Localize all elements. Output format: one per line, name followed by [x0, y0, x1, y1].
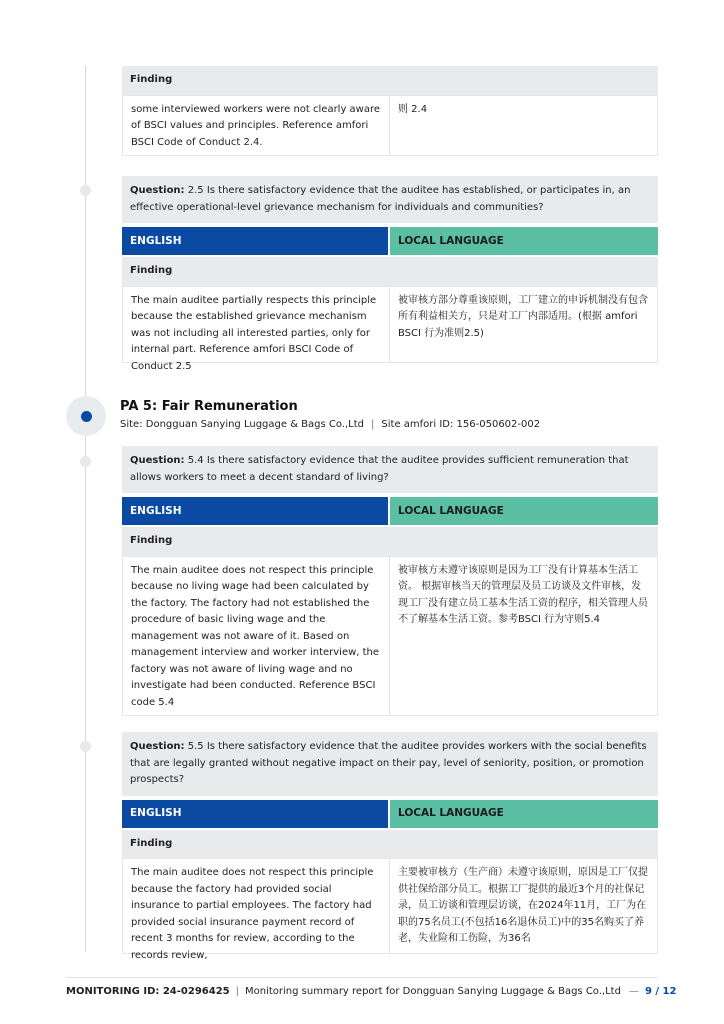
finding-row: [122, 858, 658, 961]
report-title: Monitoring summary report for Dongguan Sanying Luggage & Bags Co.,Ltd: [245, 986, 621, 997]
question-label: Question:: [130, 455, 185, 466]
question-block-2-5: [122, 176, 658, 372]
section-marker-icon: [66, 396, 106, 436]
finding-row: [122, 556, 658, 716]
finding-local-text: 被审核方部分尊重该原则，工厂建立的申诉机制没有包含所有利益相关方，只是对工厂内部适用。(根据 amfori BSCI 行为准则2.5): [390, 286, 658, 363]
finding-english-text: The main auditee does not respect this principle because the factory had provided social insurance to partial employees. The factory had provided social insurance payment record of recent 3 months for review, according to the records review,: [122, 858, 390, 954]
question-label: Question:: [130, 741, 185, 752]
english-column-header: ENGLISH: [122, 227, 388, 255]
local-language-column-header: LOCAL LANGUAGE: [390, 227, 658, 255]
question-text: [122, 176, 658, 223]
local-language-column-header: LOCAL LANGUAGE: [390, 800, 658, 828]
language-header-row: [122, 227, 658, 255]
finding-english-text: The main auditee partially respects this principle because the established grievance mechanism was not including all interested parties, only for internal part. Reference amfori BSCI Code of Conduct 2.5: [122, 286, 390, 363]
question-text: [122, 446, 658, 493]
finding-header: Finding: [122, 257, 658, 286]
page-number: 9 / 12: [644, 986, 677, 997]
local-language-column-header: LOCAL LANGUAGE: [390, 497, 658, 525]
question-label: Question:: [130, 185, 185, 196]
footer-dash: —: [628, 986, 639, 997]
section-title: PA 5: Fair Remuneration: [120, 399, 298, 414]
timeline-dot: [80, 185, 91, 196]
footer-divider: [66, 977, 658, 978]
language-header-row: [122, 800, 658, 828]
finding-block-2-4: [122, 66, 658, 156]
finding-header: Finding: [122, 527, 658, 556]
language-header-row: [122, 497, 658, 525]
timeline-dot: [80, 456, 91, 467]
site-separator: |: [371, 419, 375, 430]
finding-local-text: 被审核方未遵守该原则是因为工厂没有计算基本生活工资。 根据审核当天的管理层及员工访谈及文件审核，发现工厂没有建立员工基本生活工资的程序，相关管理人员不了解基本生活工资。参考BSCI 行为守则5.4: [390, 556, 658, 716]
question-body: 5.5 Is there satisfactory evidence that the auditee provides workers with the social benefits that are legally granted without negative impact on their pay, level of seniority, position, or promotion prospects?: [130, 741, 647, 785]
finding-header: Finding: [122, 830, 658, 859]
page-footer: [66, 986, 676, 997]
question-block-5-5: [122, 732, 658, 961]
finding-row: [122, 95, 658, 156]
question-body: 2.5 Is there satisfactory evidence that the auditee has established, or participates in, an effective operational-level grievance mechanism for individuals and communities?: [130, 185, 631, 213]
site-name: Site: Dongguan Sanying Luggage & Bags Co.,Ltd: [120, 419, 365, 430]
finding-local-text: 主要被审核方（生产商）未遵守该原则，原因是工厂仅提供社保给部分员工。根据工厂提供的最近3个月的社保记录，员工访谈和管理层访谈，在2024年11月，工厂为在职的75名员工(不包括16名退休员工)中的35名购买了养老，失业险和工伤险，为36名: [390, 858, 658, 954]
finding-english-text: The main auditee does not respect this principle because no living wage had been calculated by the factory. The factory had not established the procedure of basic living wage and the management was not aware of it. Based on management interview and worker interview, the factory was not aware of living wage and no investigate had been conducted. Reference BSCI code 5.4: [122, 556, 390, 716]
finding-local-text: 则 2.4: [390, 95, 658, 156]
question-body: 5.4 Is there satisfactory evidence that the auditee provides sufficient remuneration that allows workers to meet a decent standard of living?: [130, 455, 629, 483]
footer-separator: |: [235, 986, 239, 997]
english-column-header: ENGLISH: [122, 497, 388, 525]
timeline-dot: [80, 741, 91, 752]
finding-english-text: some interviewed workers were not clearly aware of BSCI values and principles. Reference amfori BSCI Code of Conduct 2.4.: [122, 95, 390, 156]
question-text: [122, 732, 658, 796]
monitoring-id: MONITORING ID: 24-0296425: [66, 986, 230, 997]
finding-row: [122, 286, 658, 372]
question-block-5-4: [122, 446, 658, 716]
site-amfori-id: Site amfori ID: 156-050602-002: [381, 419, 541, 430]
section-site-line: [120, 419, 540, 430]
finding-header: Finding: [122, 66, 658, 95]
english-column-header: ENGLISH: [122, 800, 388, 828]
timeline-line: [85, 66, 86, 951]
